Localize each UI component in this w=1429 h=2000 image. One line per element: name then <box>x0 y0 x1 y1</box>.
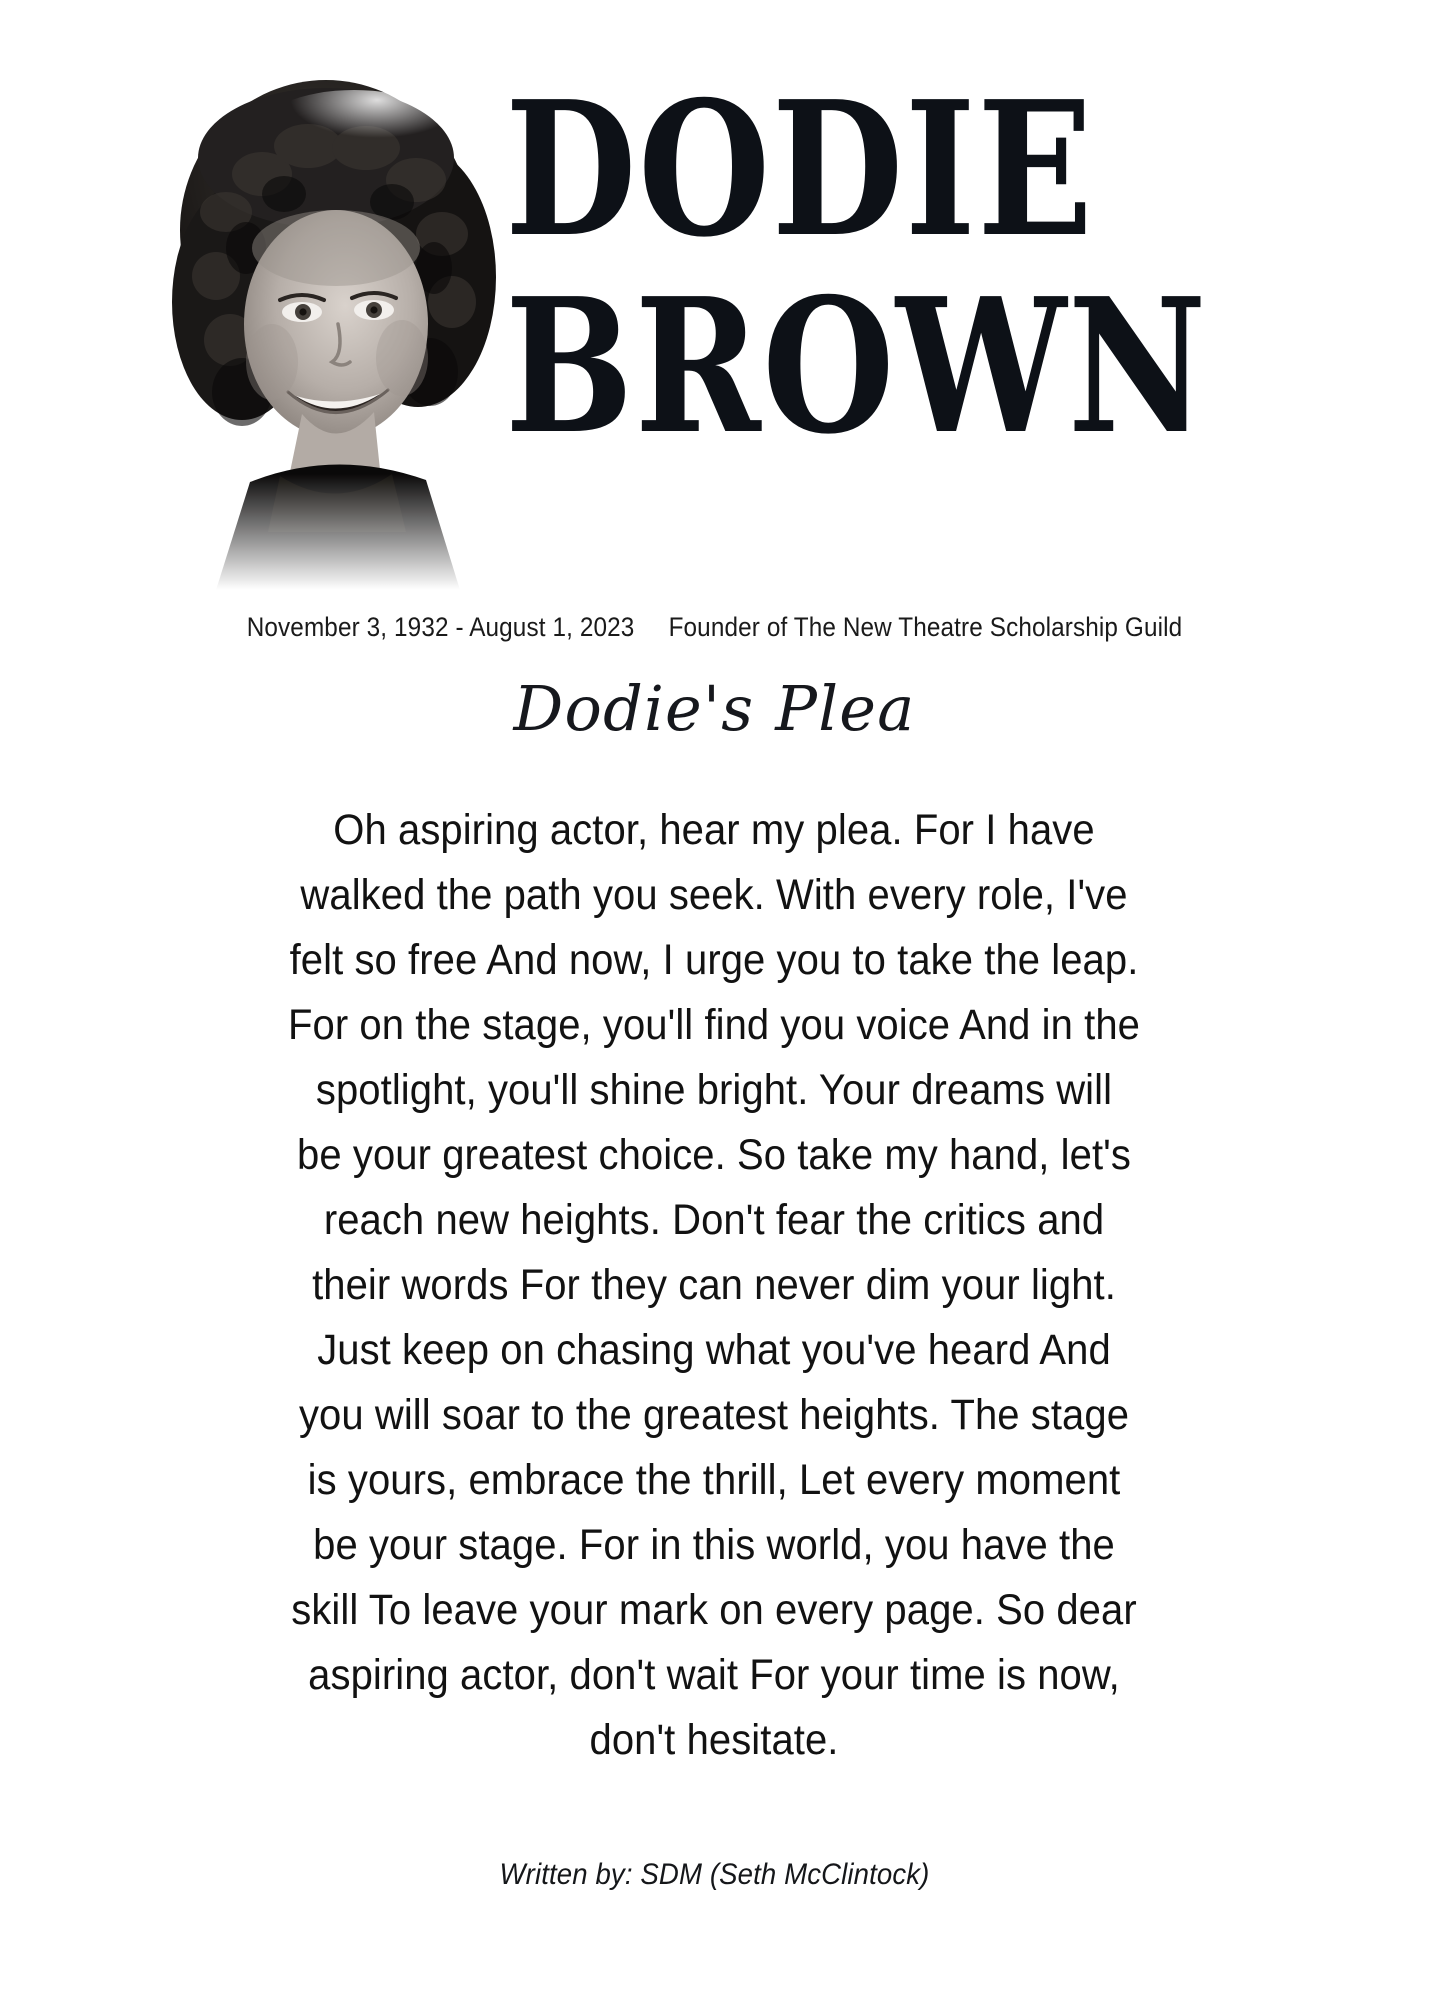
deceased-name <box>505 60 1405 475</box>
poem-line: Just keep on chasing what you've heard And <box>317 1326 1111 1374</box>
dates-and-role <box>71 612 1357 643</box>
masthead <box>0 0 1429 600</box>
poem-line: spotlight, you'll shine bright. Your dreams will <box>315 1066 1113 1114</box>
poem-line: walked the path you seek. With every role, I've <box>300 871 1128 919</box>
name-line-second: BROWN <box>505 256 1209 475</box>
name-line-first: DODIE <box>505 60 1095 278</box>
poem-line: be your greatest choice. So take my hand, let's <box>297 1131 1131 1179</box>
portrait-photo <box>130 62 500 590</box>
poem-body <box>214 798 1214 1773</box>
poem-line: you will soar to the greatest heights. The stage <box>298 1391 1130 1439</box>
life-dates: November 3, 1932 - August 1, 2023 <box>246 612 635 642</box>
poem-line: their words For they can never dim your light. <box>312 1261 1116 1309</box>
poem-line: skill To leave your mark on every page. So dear <box>291 1586 1137 1634</box>
poem-line: felt so free And now, I urge you to take the leap. <box>289 936 1139 984</box>
poem-line: aspiring actor, don't wait For your time is now, <box>308 1651 1120 1699</box>
poem-line: is yours, embrace the thrill, Let every moment <box>307 1456 1121 1504</box>
role-title: Founder of The New Theatre Scholarship Guild <box>668 612 1183 642</box>
author-credit: Written by: SDM (Seth McClintock) <box>499 1858 930 1891</box>
poem-line: Oh aspiring actor, hear my plea. For I have <box>333 806 1095 854</box>
poem-line: don't hesitate. <box>589 1716 839 1764</box>
poem-line: For on the stage, you'll find you voice And in the <box>288 1001 1140 1049</box>
poem-title: Dodie's Plea <box>513 672 916 745</box>
poem-line: be your stage. For in this world, you have the <box>313 1521 1115 1569</box>
poem-line: reach new heights. Don't fear the critics and <box>323 1196 1105 1244</box>
